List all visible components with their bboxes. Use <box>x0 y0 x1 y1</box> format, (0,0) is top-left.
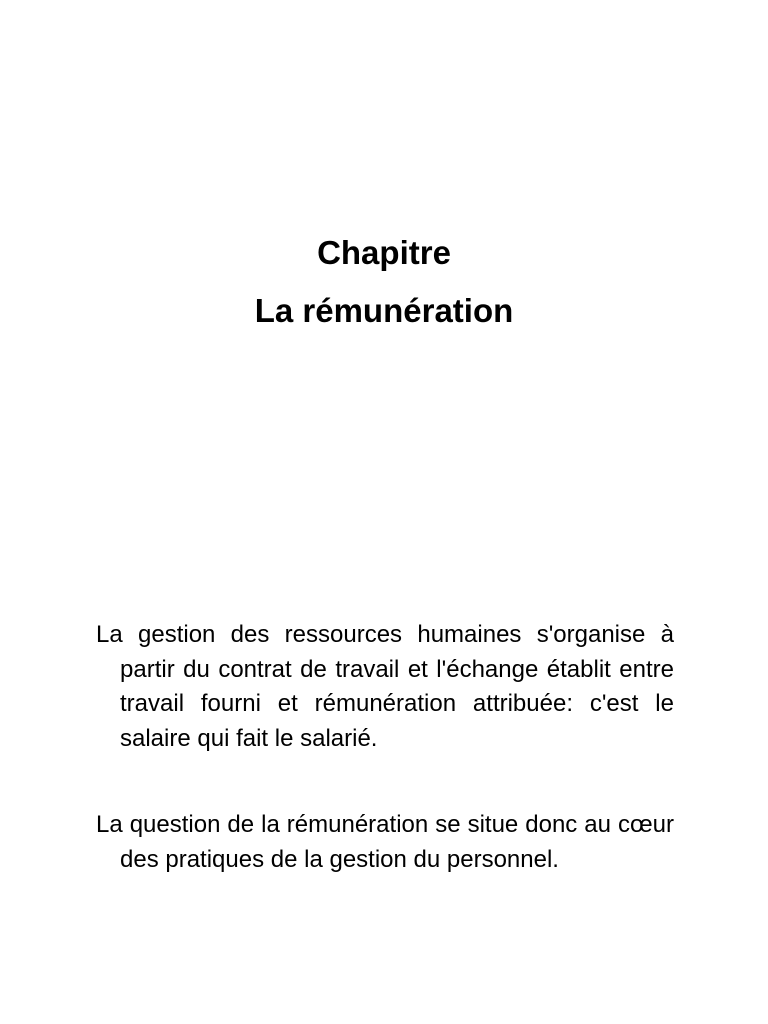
chapter-label: Chapitre <box>317 234 451 271</box>
body-paragraph-1: La gestion des ressources humaines s'organise à partir du contrat de travail et l'échange établit entre travail fourni et rémunération attribuée: c'est le salaire qui fait le salarié. <box>96 621 674 752</box>
chapter-title <box>0 224 768 340</box>
body-paragraph-2: La question de la rémunération se situe donc au cœur des pratiques de la gestion du personnel. <box>96 811 674 873</box>
chapter-heading: La rémunération <box>254 292 514 329</box>
